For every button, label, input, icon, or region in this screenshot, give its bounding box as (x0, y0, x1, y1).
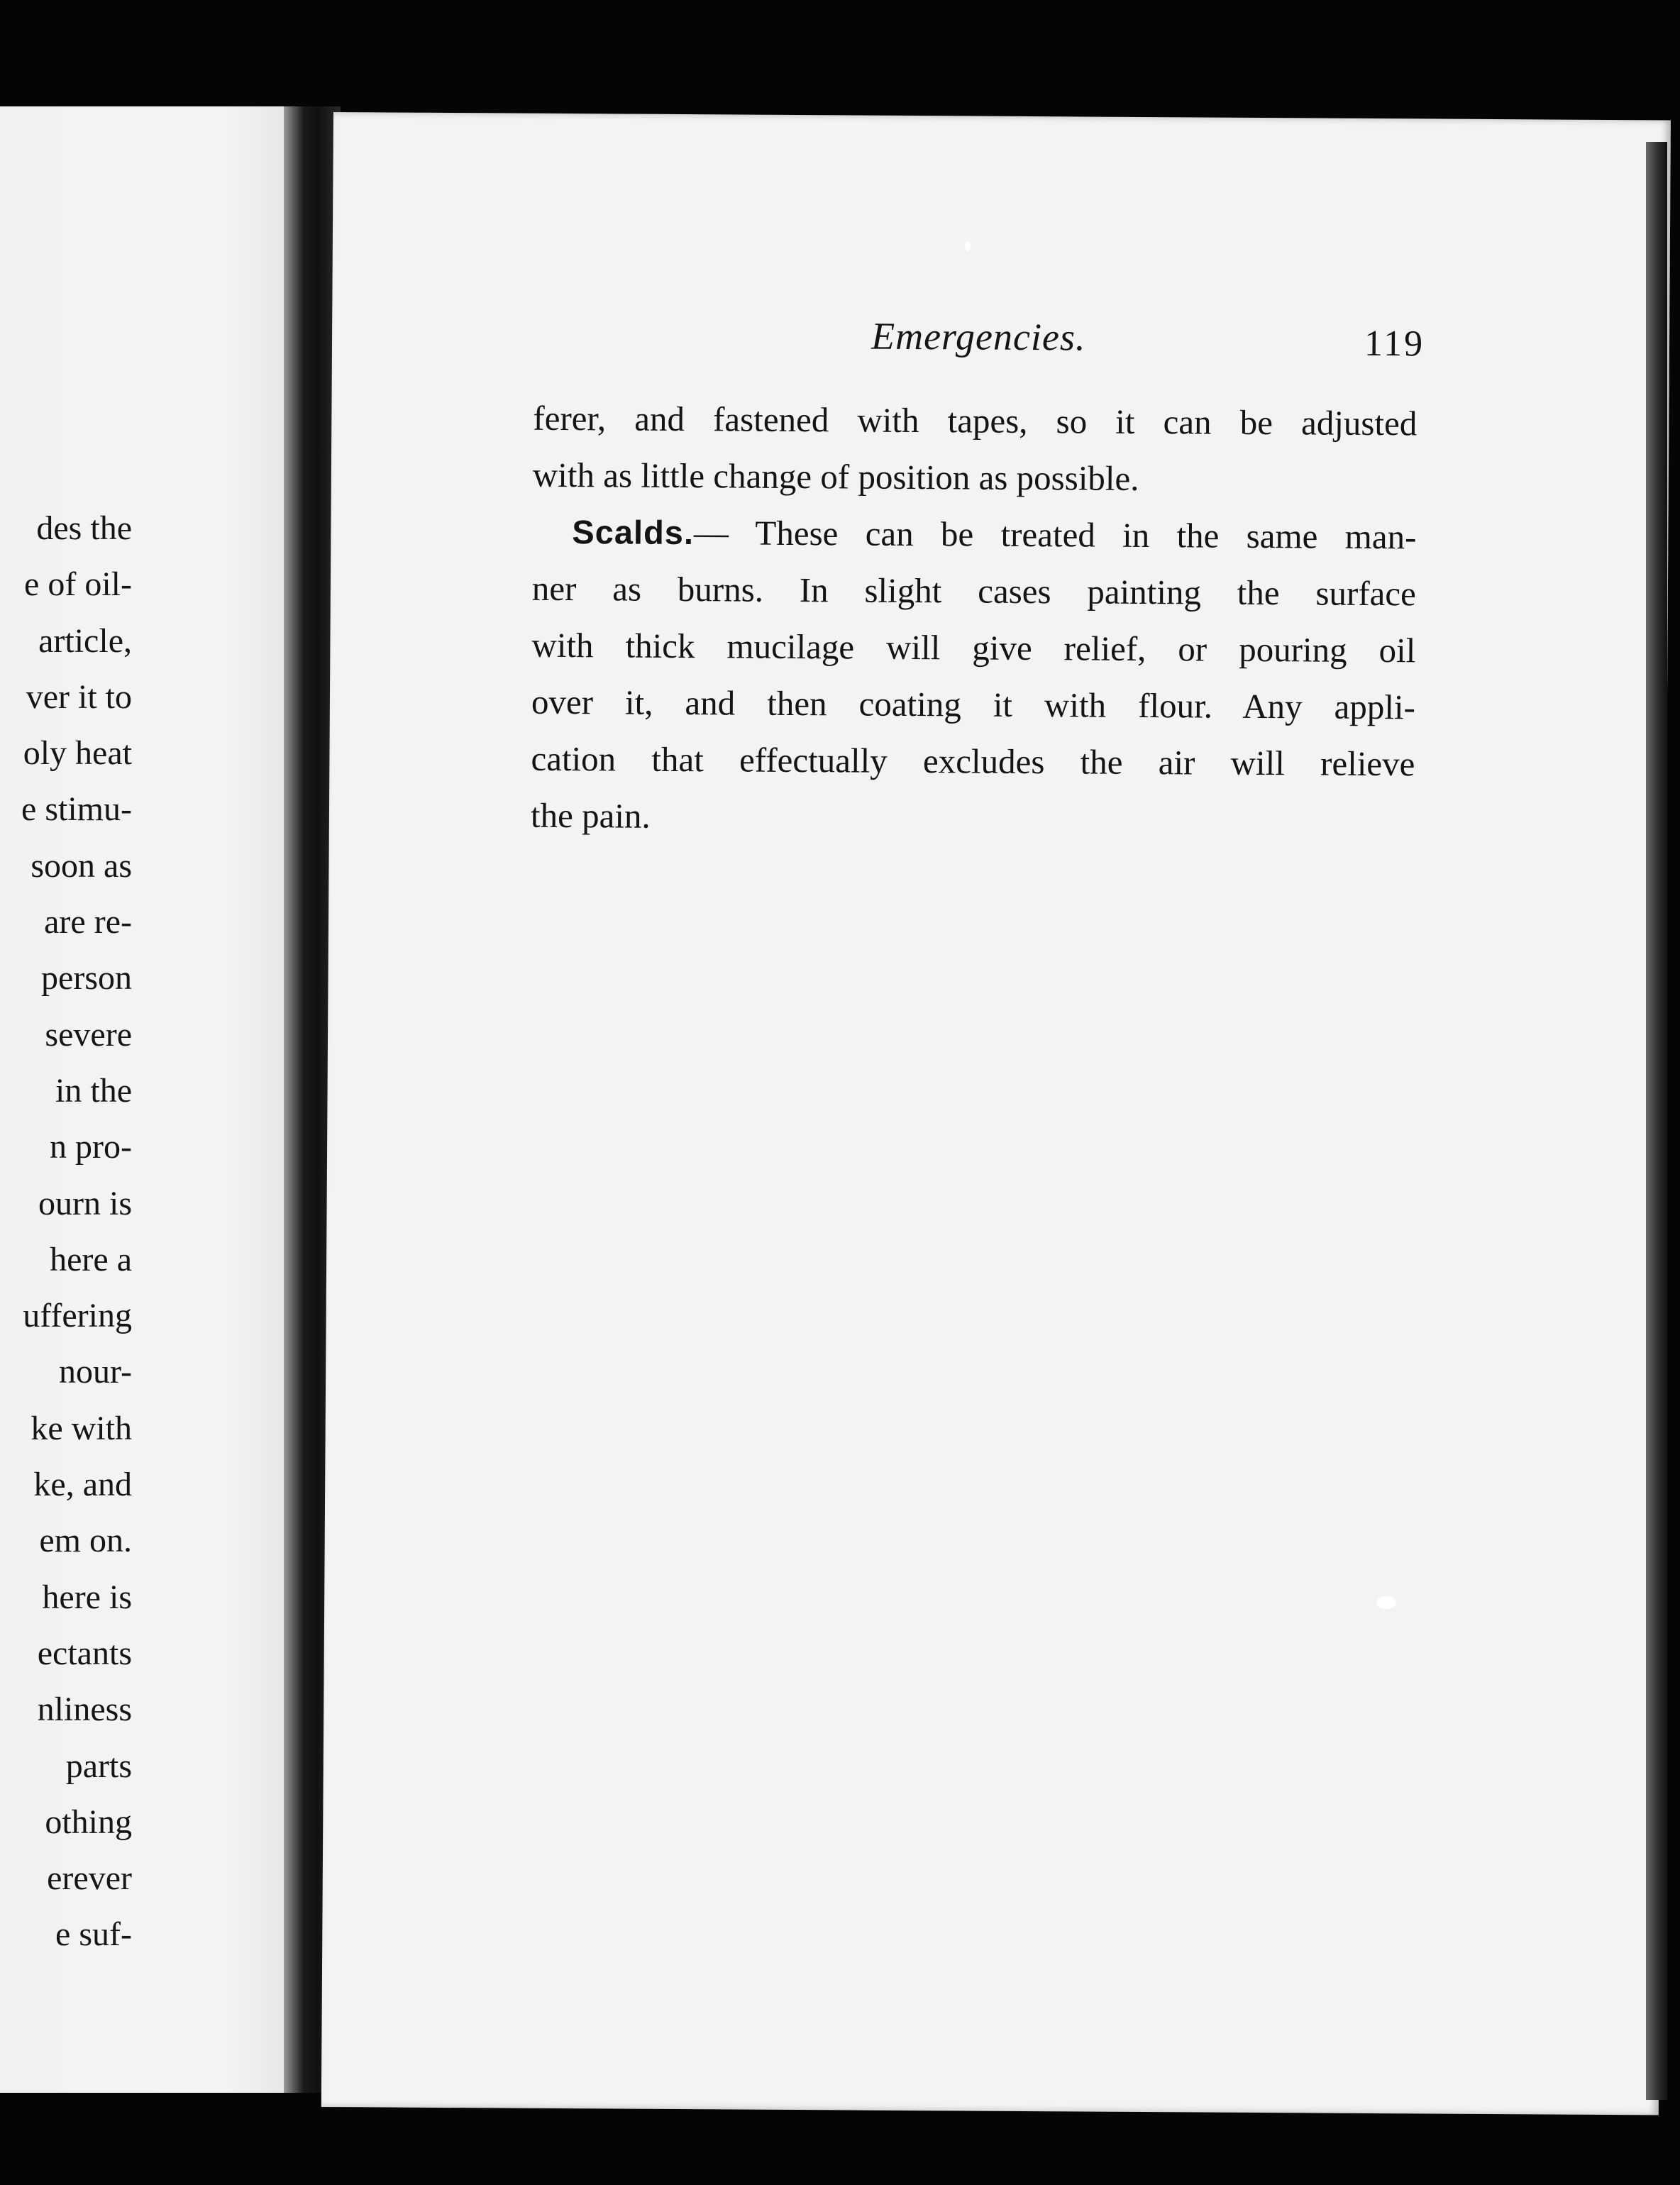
previous-page-line: oly heat (23, 734, 132, 773)
previous-page-line: n pro- (50, 1128, 132, 1166)
previous-page-line: person (41, 959, 132, 997)
previous-page-line: nliness (37, 1691, 132, 1729)
previous-page-line: em on. (39, 1522, 132, 1560)
previous-page-line: e suf- (55, 1915, 132, 1954)
scan-speck (965, 241, 971, 251)
previous-page-line: severe (45, 1015, 132, 1053)
text-line (532, 504, 1416, 566)
previous-page (0, 106, 319, 2093)
page-edge (1646, 142, 1667, 2100)
previous-page-line: des the (36, 509, 132, 547)
previous-page-line: here is (42, 1578, 132, 1616)
previous-page-line: ourn is (38, 1184, 132, 1222)
previous-page-line: here a (50, 1240, 132, 1278)
text-line: cation that effectually excludes the air will relieve (531, 739, 1415, 784)
previous-page-line: ke with (31, 1409, 132, 1447)
previous-page-line: soon as (31, 846, 132, 885)
running-head: Emergencies. (871, 314, 1086, 359)
previous-page-line: ver it to (26, 677, 132, 716)
previous-page-line: nour- (58, 1353, 132, 1391)
previous-page-line: in the (55, 1071, 132, 1110)
previous-page-line: othing (45, 1803, 132, 1841)
previous-page-line: article, (38, 621, 132, 660)
text-line: ner as burns. In slight cases painting the surface (531, 568, 1417, 614)
previous-page-line: uffering (23, 1297, 132, 1335)
page-number: 119 (1364, 323, 1425, 365)
text-line: over it, and then coating it with flour. Any appli- (531, 682, 1416, 727)
text-line: with as little change of position as possible. (532, 455, 1139, 498)
text-line: the pain. (530, 795, 651, 836)
text-line: with thick mucilage will give relief, or pouring oil (531, 625, 1416, 670)
previous-page-line: e of oil- (24, 565, 132, 604)
previous-page-line: are re- (44, 903, 132, 941)
scan-speck (1376, 1596, 1396, 1609)
previous-page-line: erever (47, 1859, 132, 1898)
previous-page-line: parts (65, 1747, 132, 1785)
previous-page-line: e stimu- (21, 790, 132, 829)
text-line: ferer, and fastened with tapes, so it can be adjusted (533, 398, 1418, 443)
previous-page-line: ectants (37, 1634, 132, 1672)
previous-page-text (0, 500, 132, 1963)
current-page (321, 112, 1671, 2115)
page-body (531, 390, 1418, 850)
section-heading-scalds: Scalds. (572, 513, 695, 552)
previous-page-line: ke, and (33, 1466, 132, 1504)
text-run: — These can be treated in the same man- (693, 513, 1417, 557)
